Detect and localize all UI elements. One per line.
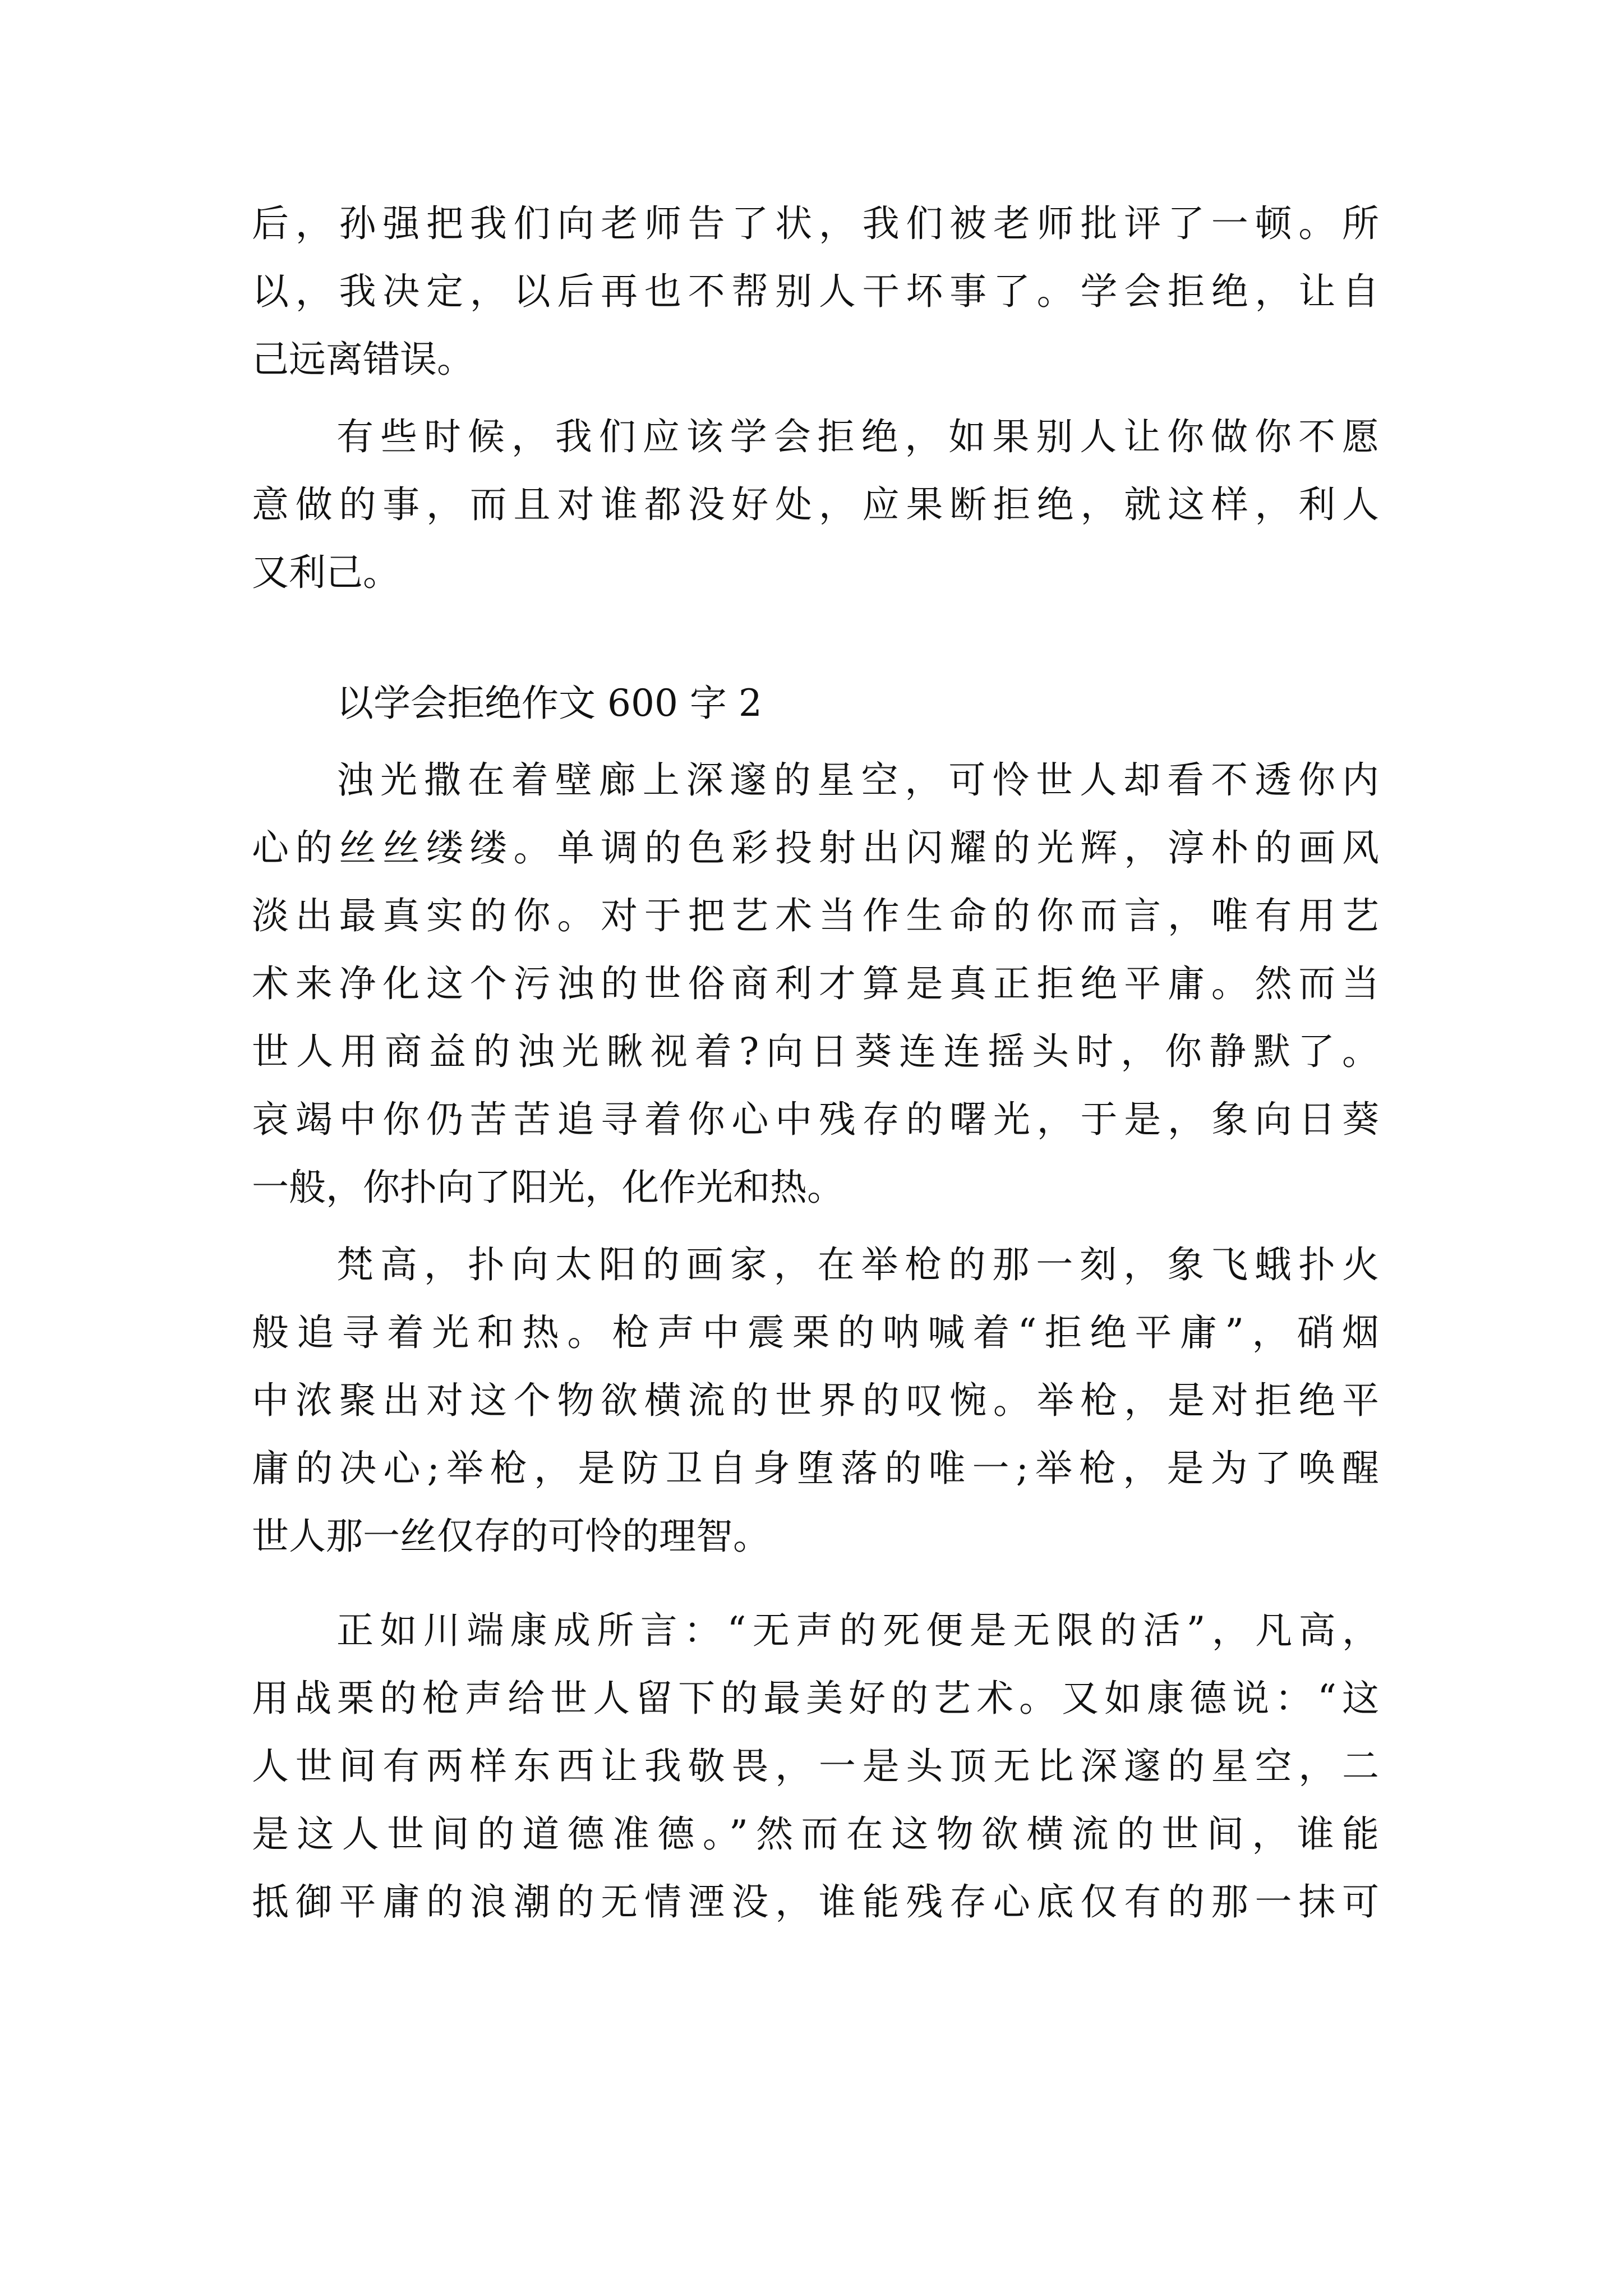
text-line: 有些时候，我们应该学会拒绝，如果别人让你做你不愿 xyxy=(336,415,1379,458)
section-heading: 以学会拒绝作文 600 字 2 xyxy=(336,682,762,725)
text-line: 以，我决定，以后再也不帮别人干坏事了。学会拒绝，让自 xyxy=(252,270,1379,313)
text-line: 是这人世间的道德准德。”然而在这物欲横流的世间，谁能 xyxy=(252,1812,1379,1856)
text-line: 梵高，扑向太阳的画家，在举枪的那一刻，象飞蛾扑火 xyxy=(336,1243,1379,1286)
text-line: 后，孙强把我们向老师告了状，我们被老师批评了一顿。所 xyxy=(252,202,1379,245)
text-line: 用战栗的枪声给世人留下的最美好的艺术。又如康德说：“这 xyxy=(252,1677,1379,1720)
text-line: 中浓聚出对这个物欲横流的世界的叹惋。举枪，是对拒绝平 xyxy=(252,1379,1379,1422)
text-line: 抵御平庸的浪潮的无情湮没，谁能残存心底仅有的那一抹可 xyxy=(252,1880,1379,1924)
text-line: 意做的事，而且对谁都没好处，应果断拒绝，就这样，利人 xyxy=(252,483,1379,526)
text-line: 世人用商益的浊光瞅视着?向日葵连连摇头时，你静默了。 xyxy=(252,1030,1379,1073)
text-line: 般追寻着光和热。枪声中震栗的呐喊着“拒绝平庸”，硝烟 xyxy=(252,1311,1379,1354)
text-line: 庸的决心;举枪，是防卫自身堕落的唯一;举枪，是为了唤醒 xyxy=(252,1447,1379,1490)
text-line: 人世间有两样东西让我敬畏，一是头顶无比深邃的星空，二 xyxy=(252,1745,1379,1788)
text-line: 世人那一丝仅存的可怜的理智。 xyxy=(252,1515,770,1558)
text-line: 又利己。 xyxy=(252,551,400,594)
text-line: 一般，你扑向了阳光，化作光和热。 xyxy=(252,1166,844,1209)
text-line: 正如川端康成所言：“无声的死便是无限的活”，凡高， xyxy=(336,1609,1379,1652)
text-line: 哀竭中你仍苦苦追寻着你心中残存的曙光，于是，象向日葵 xyxy=(252,1098,1379,1141)
text-line: 淡出最真实的你。对于把艺术当作生命的你而言，唯有用艺 xyxy=(252,894,1379,937)
text-line: 心的丝丝缕缕。单调的色彩投射出闪耀的光辉，淳朴的画风 xyxy=(252,826,1379,869)
text-line: 术来净化这个污浊的世俗商利才算是真正拒绝平庸。然而当 xyxy=(252,962,1379,1005)
text-line: 浊光撒在着壁廊上深邃的星空，可怜世人却看不透你内 xyxy=(336,758,1379,802)
text-line: 己远离错误。 xyxy=(252,338,474,381)
